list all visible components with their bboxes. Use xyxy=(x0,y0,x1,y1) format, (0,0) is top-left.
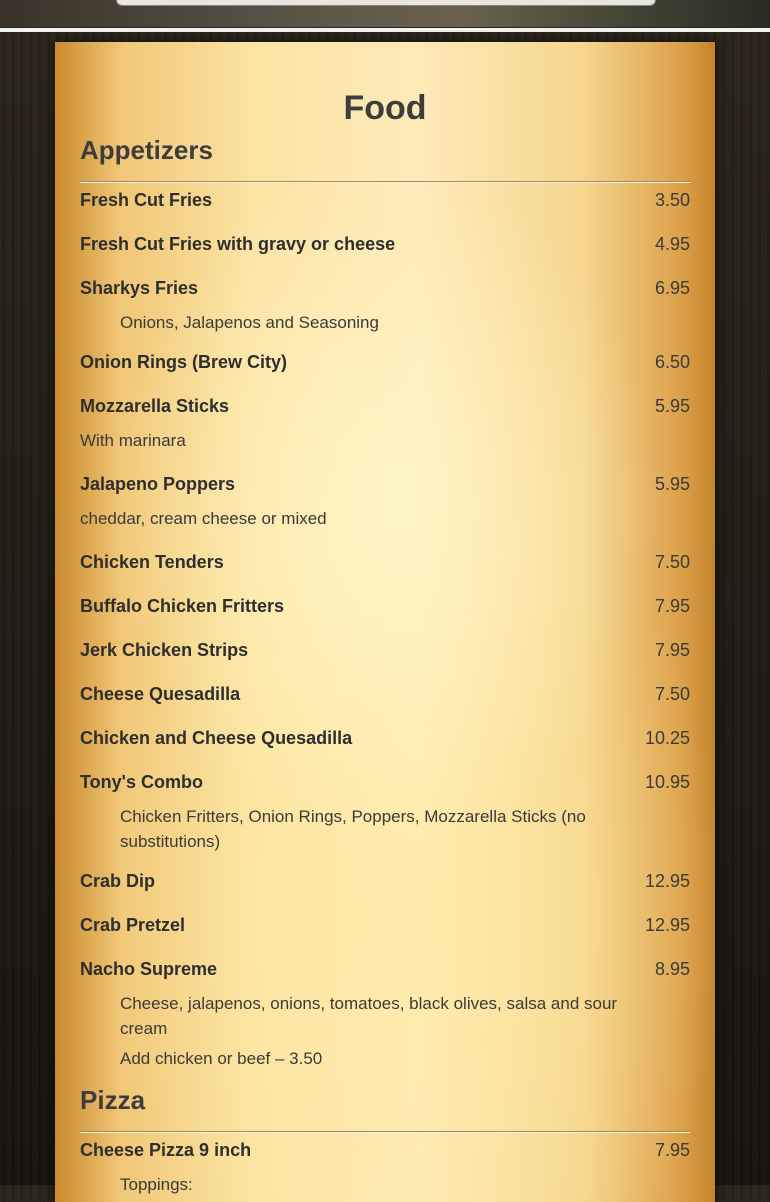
item-name: Onion Rings (Brew City) xyxy=(80,352,287,372)
menu-item xyxy=(80,1138,690,1162)
item-price: 4.95 xyxy=(654,234,690,254)
menu-panel xyxy=(55,42,715,1202)
item-price: 12.95 xyxy=(644,915,690,935)
item-price: 6.95 xyxy=(654,278,690,298)
section-title-pizza: Pizza xyxy=(80,1085,146,1115)
menu-item xyxy=(80,957,690,981)
item-name: Sharkys Fries xyxy=(80,278,199,298)
item-description: Toppings: xyxy=(120,1175,193,1194)
item-name: Fresh Cut Fries xyxy=(80,190,213,210)
menu-item xyxy=(80,472,690,496)
item-name: Chicken and Cheese Quesadilla xyxy=(80,728,353,748)
item-price: 7.50 xyxy=(654,684,690,704)
item-price: 8.95 xyxy=(654,959,690,979)
item-name: Buffalo Chicken Fritters xyxy=(80,596,285,616)
item-name: Cheese Quesadilla xyxy=(80,684,241,704)
menu-item xyxy=(80,276,690,300)
menu-item xyxy=(80,594,690,618)
menu-item xyxy=(80,394,690,418)
item-name: Nacho Supreme xyxy=(80,959,218,979)
item-price: 7.50 xyxy=(654,552,690,572)
menu-item xyxy=(80,869,690,893)
item-name: Chicken Tenders xyxy=(80,552,224,572)
item-name: Jalapeno Poppers xyxy=(80,474,236,494)
item-price: 7.95 xyxy=(654,596,690,616)
item-price: 10.95 xyxy=(644,772,690,792)
item-name: Fresh Cut Fries with gravy or cheese xyxy=(80,234,396,254)
menu-item xyxy=(80,188,690,212)
item-note: With marinara xyxy=(80,431,186,450)
item-description: Chicken Fritters, Onion Rings, Poppers, Mozzarella Sticks (no substitutions) xyxy=(120,807,586,851)
menu-item xyxy=(80,913,690,937)
menu-item xyxy=(80,770,690,794)
menu-item xyxy=(80,350,690,374)
menu-item xyxy=(80,682,690,706)
menu-item xyxy=(80,550,690,574)
item-price: 10.25 xyxy=(644,728,690,748)
item-price: 12.95 xyxy=(644,871,690,891)
menu-item xyxy=(80,726,690,750)
section-divider xyxy=(80,181,690,183)
menu-item xyxy=(80,638,690,662)
section-divider xyxy=(80,1131,690,1133)
item-name: Jerk Chicken Strips xyxy=(80,640,249,660)
menu-item xyxy=(80,232,690,256)
search-bar[interactable] xyxy=(116,0,656,6)
section-title-appetizers: Appetizers xyxy=(80,135,213,165)
item-name: Crab Pretzel xyxy=(80,915,186,935)
top-banner xyxy=(0,0,770,27)
item-price: 6.50 xyxy=(654,352,690,372)
item-price: 3.50 xyxy=(654,190,690,210)
item-name: Tony's Combo xyxy=(80,772,203,792)
item-price: 5.95 xyxy=(654,396,690,416)
item-note: cheddar, cream cheese or mixed xyxy=(80,509,327,528)
item-description: Add chicken or beef – 3.50 xyxy=(120,1049,323,1068)
item-price: 7.95 xyxy=(654,640,690,660)
page-title: Food xyxy=(343,89,427,127)
item-name: Crab Dip xyxy=(80,871,156,891)
item-description: Onions, Jalapenos and Seasoning xyxy=(120,313,379,332)
item-price: 7.95 xyxy=(654,1140,690,1160)
item-name: Cheese Pizza 9 inch xyxy=(80,1140,252,1160)
header-divider xyxy=(0,28,770,32)
item-name: Mozzarella Sticks xyxy=(80,396,230,416)
item-description: Cheese, jalapenos, onions, tomatoes, black olives, salsa and sour cream xyxy=(120,994,618,1038)
item-price: 5.95 xyxy=(654,474,690,494)
